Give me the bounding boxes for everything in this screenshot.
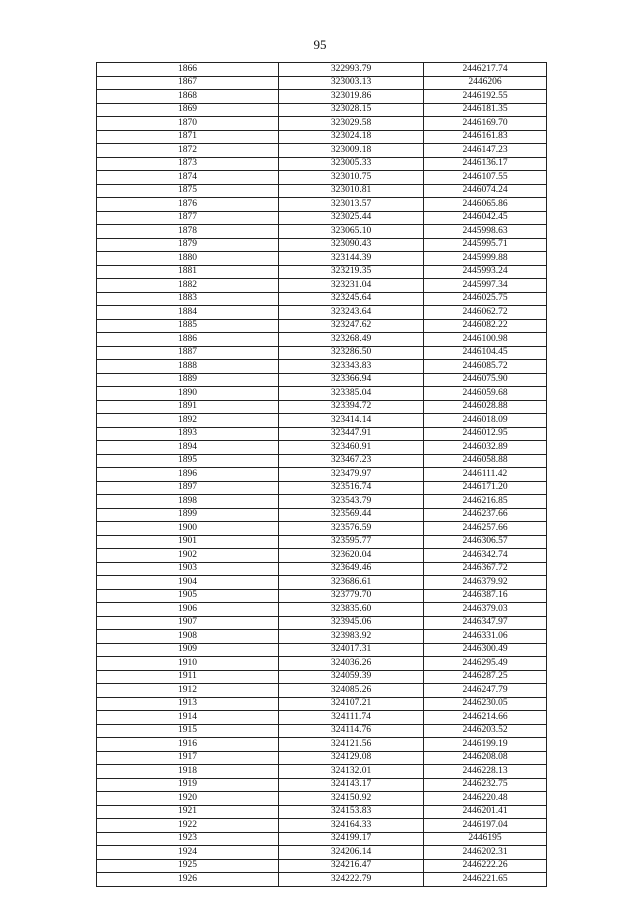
point-number-cell: 1905 (97, 589, 279, 603)
point-number-cell: 1874 (97, 171, 279, 185)
table-row (97, 346, 547, 360)
point-number-cell: 1885 (97, 319, 279, 333)
x-coordinate-cell: 324206.14 (279, 846, 424, 860)
point-number-cell: 1872 (97, 144, 279, 158)
point-number-cell: 1890 (97, 387, 279, 401)
table-row (97, 819, 547, 833)
point-number-cell: 1903 (97, 562, 279, 576)
x-coordinate-cell: 324129.08 (279, 751, 424, 765)
table-row (97, 589, 547, 603)
point-number-cell: 1879 (97, 238, 279, 252)
point-number-cell: 1876 (97, 198, 279, 212)
point-number-cell: 1888 (97, 360, 279, 374)
point-number-cell: 1922 (97, 819, 279, 833)
table-row (97, 103, 547, 117)
point-number-cell: 1921 (97, 805, 279, 819)
table-row (97, 616, 547, 630)
point-number-cell: 1911 (97, 670, 279, 684)
point-number-cell: 1917 (97, 751, 279, 765)
y-coordinate-cell: 2446295.49 (424, 657, 547, 671)
table-row (97, 292, 547, 306)
y-coordinate-cell: 2446287.25 (424, 670, 547, 684)
table-row (97, 765, 547, 779)
point-number-cell: 1896 (97, 468, 279, 482)
y-coordinate-cell: 2446237.66 (424, 508, 547, 522)
point-number-cell: 1871 (97, 130, 279, 144)
table-row (97, 279, 547, 293)
point-number-cell: 1916 (97, 738, 279, 752)
y-coordinate-cell: 2446025.75 (424, 292, 547, 306)
y-coordinate-cell: 2446012.95 (424, 427, 547, 441)
x-coordinate-cell: 323569.44 (279, 508, 424, 522)
x-coordinate-cell: 323394.72 (279, 400, 424, 414)
y-coordinate-cell: 2446379.03 (424, 603, 547, 617)
table-row (97, 873, 547, 887)
x-coordinate-cell: 324059.39 (279, 670, 424, 684)
y-coordinate-cell: 2446085.72 (424, 360, 547, 374)
x-coordinate-cell: 323231.04 (279, 279, 424, 293)
y-coordinate-cell: 2446342.74 (424, 549, 547, 563)
point-number-cell: 1893 (97, 427, 279, 441)
x-coordinate-cell: 323945.06 (279, 616, 424, 630)
table-row (97, 832, 547, 846)
table-row (97, 130, 547, 144)
table-row (97, 670, 547, 684)
table-row (97, 684, 547, 698)
point-number-cell: 1894 (97, 441, 279, 455)
y-coordinate-cell: 2445999.88 (424, 252, 547, 266)
point-number-cell: 1883 (97, 292, 279, 306)
y-coordinate-cell: 2446228.13 (424, 765, 547, 779)
table-row (97, 427, 547, 441)
table-row (97, 198, 547, 212)
point-number-cell: 1900 (97, 522, 279, 536)
y-coordinate-cell: 2446199.19 (424, 738, 547, 752)
page-number: 95 (313, 37, 327, 52)
x-coordinate-cell: 323516.74 (279, 481, 424, 495)
table-row (97, 373, 547, 387)
y-coordinate-cell: 2446104.45 (424, 346, 547, 360)
x-coordinate-cell: 323286.50 (279, 346, 424, 360)
x-coordinate-cell: 324036.26 (279, 657, 424, 671)
y-coordinate-cell: 2446217.74 (424, 63, 547, 77)
table-row (97, 211, 547, 225)
y-coordinate-cell: 2446347.97 (424, 616, 547, 630)
point-number-cell: 1875 (97, 184, 279, 198)
table-row (97, 63, 547, 77)
point-number-cell: 1912 (97, 684, 279, 698)
y-coordinate-cell: 2446075.90 (424, 373, 547, 387)
y-coordinate-cell: 2446197.04 (424, 819, 547, 833)
point-number-cell: 1877 (97, 211, 279, 225)
table-row (97, 697, 547, 711)
table-row (97, 306, 547, 320)
x-coordinate-cell: 323595.77 (279, 535, 424, 549)
y-coordinate-cell: 2446221.65 (424, 873, 547, 887)
y-coordinate-cell: 2446018.09 (424, 414, 547, 428)
y-coordinate-cell: 2446065.86 (424, 198, 547, 212)
x-coordinate-cell: 323343.83 (279, 360, 424, 374)
y-coordinate-cell: 2446300.49 (424, 643, 547, 657)
point-number-cell: 1897 (97, 481, 279, 495)
table-row (97, 738, 547, 752)
point-number-cell: 1913 (97, 697, 279, 711)
y-coordinate-cell: 2446082.22 (424, 319, 547, 333)
y-coordinate-cell: 2446367.72 (424, 562, 547, 576)
table-row (97, 522, 547, 536)
x-coordinate-cell: 323620.04 (279, 549, 424, 563)
y-coordinate-cell: 2446306.57 (424, 535, 547, 549)
y-coordinate-cell: 2446161.83 (424, 130, 547, 144)
point-number-cell: 1902 (97, 549, 279, 563)
table-row (97, 441, 547, 455)
y-coordinate-cell: 2446216.85 (424, 495, 547, 509)
x-coordinate-cell: 324199.17 (279, 832, 424, 846)
table-row (97, 859, 547, 873)
table-row (97, 319, 547, 333)
table-row (97, 454, 547, 468)
point-number-cell: 1925 (97, 859, 279, 873)
point-number-cell: 1918 (97, 765, 279, 779)
table-row (97, 468, 547, 482)
x-coordinate-cell: 323835.60 (279, 603, 424, 617)
x-coordinate-cell: 323686.61 (279, 576, 424, 590)
x-coordinate-cell: 324114.76 (279, 724, 424, 738)
point-number-cell: 1866 (97, 63, 279, 77)
x-coordinate-cell: 323467.23 (279, 454, 424, 468)
point-number-cell: 1873 (97, 157, 279, 171)
y-coordinate-cell: 2446042.45 (424, 211, 547, 225)
y-coordinate-cell: 2446107.55 (424, 171, 547, 185)
table-row (97, 846, 547, 860)
x-coordinate-cell: 323025.44 (279, 211, 424, 225)
y-coordinate-cell: 2446147.23 (424, 144, 547, 158)
table-row (97, 238, 547, 252)
x-coordinate-cell: 323649.46 (279, 562, 424, 576)
y-coordinate-cell: 2446058.88 (424, 454, 547, 468)
y-coordinate-cell: 2446062.72 (424, 306, 547, 320)
table-row (97, 535, 547, 549)
table-row (97, 360, 547, 374)
point-number-cell: 1923 (97, 832, 279, 846)
x-coordinate-cell: 323414.14 (279, 414, 424, 428)
y-coordinate-cell: 2445993.24 (424, 265, 547, 279)
x-coordinate-cell: 323779.70 (279, 589, 424, 603)
y-coordinate-cell: 2446111.42 (424, 468, 547, 482)
y-coordinate-cell: 2446208.08 (424, 751, 547, 765)
y-coordinate-cell: 2446202.31 (424, 846, 547, 860)
y-coordinate-cell: 2446257.66 (424, 522, 547, 536)
point-number-cell: 1908 (97, 630, 279, 644)
point-number-cell: 1906 (97, 603, 279, 617)
y-coordinate-cell: 2446214.66 (424, 711, 547, 725)
table-row (97, 333, 547, 347)
point-number-cell: 1898 (97, 495, 279, 509)
x-coordinate-cell: 323460.91 (279, 441, 424, 455)
x-coordinate-cell: 323010.81 (279, 184, 424, 198)
point-number-cell: 1904 (97, 576, 279, 590)
point-number-cell: 1870 (97, 117, 279, 131)
x-coordinate-cell: 324107.21 (279, 697, 424, 711)
table-row (97, 549, 547, 563)
point-number-cell: 1926 (97, 873, 279, 887)
table-row (97, 805, 547, 819)
x-coordinate-cell: 324111.74 (279, 711, 424, 725)
x-coordinate-cell: 324143.17 (279, 778, 424, 792)
x-coordinate-cell: 323268.49 (279, 333, 424, 347)
x-coordinate-cell: 323243.64 (279, 306, 424, 320)
point-number-cell: 1909 (97, 643, 279, 657)
x-coordinate-cell: 323447.91 (279, 427, 424, 441)
x-coordinate-cell: 323009.18 (279, 144, 424, 158)
point-number-cell: 1867 (97, 76, 279, 90)
y-coordinate-cell: 2446222.26 (424, 859, 547, 873)
y-coordinate-cell: 2446387.16 (424, 589, 547, 603)
x-coordinate-cell: 322993.79 (279, 63, 424, 77)
table-row (97, 562, 547, 576)
table-row (97, 724, 547, 738)
x-coordinate-cell: 324017.31 (279, 643, 424, 657)
point-number-cell: 1886 (97, 333, 279, 347)
coordinates-table (96, 62, 547, 887)
point-number-cell: 1869 (97, 103, 279, 117)
y-coordinate-cell: 2446195 (424, 832, 547, 846)
y-coordinate-cell: 2446379.92 (424, 576, 547, 590)
x-coordinate-cell: 323366.94 (279, 373, 424, 387)
table-row (97, 481, 547, 495)
table-row (97, 711, 547, 725)
x-coordinate-cell: 323543.79 (279, 495, 424, 509)
y-coordinate-cell: 2446181.35 (424, 103, 547, 117)
point-number-cell: 1907 (97, 616, 279, 630)
y-coordinate-cell: 2446169.70 (424, 117, 547, 131)
table-row (97, 184, 547, 198)
point-number-cell: 1884 (97, 306, 279, 320)
table-row (97, 495, 547, 509)
x-coordinate-cell: 324085.26 (279, 684, 424, 698)
table-row (97, 751, 547, 765)
y-coordinate-cell: 2446201.41 (424, 805, 547, 819)
table-row (97, 400, 547, 414)
table-row (97, 117, 547, 131)
y-coordinate-cell: 2446136.17 (424, 157, 547, 171)
x-coordinate-cell: 323028.15 (279, 103, 424, 117)
point-number-cell: 1891 (97, 400, 279, 414)
y-coordinate-cell: 2446230.05 (424, 697, 547, 711)
table-row (97, 576, 547, 590)
table-row (97, 508, 547, 522)
x-coordinate-cell: 323479.97 (279, 468, 424, 482)
y-coordinate-cell: 2446100.98 (424, 333, 547, 347)
table-row (97, 157, 547, 171)
x-coordinate-cell: 323219.35 (279, 265, 424, 279)
x-coordinate-cell: 324216.47 (279, 859, 424, 873)
point-number-cell: 1920 (97, 792, 279, 806)
table-row (97, 630, 547, 644)
x-coordinate-cell: 323003.13 (279, 76, 424, 90)
y-coordinate-cell: 2446059.68 (424, 387, 547, 401)
point-number-cell: 1868 (97, 90, 279, 104)
point-number-cell: 1919 (97, 778, 279, 792)
table-row (97, 792, 547, 806)
x-coordinate-cell: 323024.18 (279, 130, 424, 144)
table-row (97, 414, 547, 428)
table-row (97, 90, 547, 104)
point-number-cell: 1914 (97, 711, 279, 725)
table-row (97, 657, 547, 671)
table-row (97, 171, 547, 185)
point-number-cell: 1882 (97, 279, 279, 293)
y-coordinate-cell: 2445998.63 (424, 225, 547, 239)
point-number-cell: 1901 (97, 535, 279, 549)
y-coordinate-cell: 2446206 (424, 76, 547, 90)
point-number-cell: 1892 (97, 414, 279, 428)
point-number-cell: 1887 (97, 346, 279, 360)
point-number-cell: 1895 (97, 454, 279, 468)
y-coordinate-cell: 2446220.48 (424, 792, 547, 806)
y-coordinate-cell: 2446074.24 (424, 184, 547, 198)
point-number-cell: 1881 (97, 265, 279, 279)
x-coordinate-cell: 323576.59 (279, 522, 424, 536)
x-coordinate-cell: 323090.43 (279, 238, 424, 252)
x-coordinate-cell: 323385.04 (279, 387, 424, 401)
x-coordinate-cell: 323013.57 (279, 198, 424, 212)
x-coordinate-cell: 323019.86 (279, 90, 424, 104)
point-number-cell: 1878 (97, 225, 279, 239)
x-coordinate-cell: 324222.79 (279, 873, 424, 887)
x-coordinate-cell: 323247.62 (279, 319, 424, 333)
x-coordinate-cell: 324153.83 (279, 805, 424, 819)
x-coordinate-cell: 324164.33 (279, 819, 424, 833)
y-coordinate-cell: 2446247.79 (424, 684, 547, 698)
x-coordinate-cell: 324150.92 (279, 792, 424, 806)
table-row (97, 76, 547, 90)
y-coordinate-cell: 2445997.34 (424, 279, 547, 293)
table-row (97, 144, 547, 158)
y-coordinate-cell: 2446232.75 (424, 778, 547, 792)
x-coordinate-cell: 323983.92 (279, 630, 424, 644)
point-number-cell: 1924 (97, 846, 279, 860)
x-coordinate-cell: 323144.39 (279, 252, 424, 266)
point-number-cell: 1899 (97, 508, 279, 522)
y-coordinate-cell: 2445995.71 (424, 238, 547, 252)
table-row (97, 225, 547, 239)
point-number-cell: 1880 (97, 252, 279, 266)
table-row (97, 387, 547, 401)
table-row (97, 252, 547, 266)
y-coordinate-cell: 2446171.20 (424, 481, 547, 495)
x-coordinate-cell: 324132.01 (279, 765, 424, 779)
y-coordinate-cell: 2446028.88 (424, 400, 547, 414)
table-row (97, 643, 547, 657)
table-row (97, 265, 547, 279)
y-coordinate-cell: 2446192.55 (424, 90, 547, 104)
coordinates-table-body (97, 63, 547, 887)
y-coordinate-cell: 2446032.89 (424, 441, 547, 455)
x-coordinate-cell: 324121.56 (279, 738, 424, 752)
x-coordinate-cell: 323029.58 (279, 117, 424, 131)
x-coordinate-cell: 323245.64 (279, 292, 424, 306)
point-number-cell: 1910 (97, 657, 279, 671)
x-coordinate-cell: 323005.33 (279, 157, 424, 171)
point-number-cell: 1889 (97, 373, 279, 387)
x-coordinate-cell: 323065.10 (279, 225, 424, 239)
table-row (97, 603, 547, 617)
point-number-cell: 1915 (97, 724, 279, 738)
x-coordinate-cell: 323010.75 (279, 171, 424, 185)
y-coordinate-cell: 2446331.06 (424, 630, 547, 644)
table-row (97, 778, 547, 792)
y-coordinate-cell: 2446203.52 (424, 724, 547, 738)
